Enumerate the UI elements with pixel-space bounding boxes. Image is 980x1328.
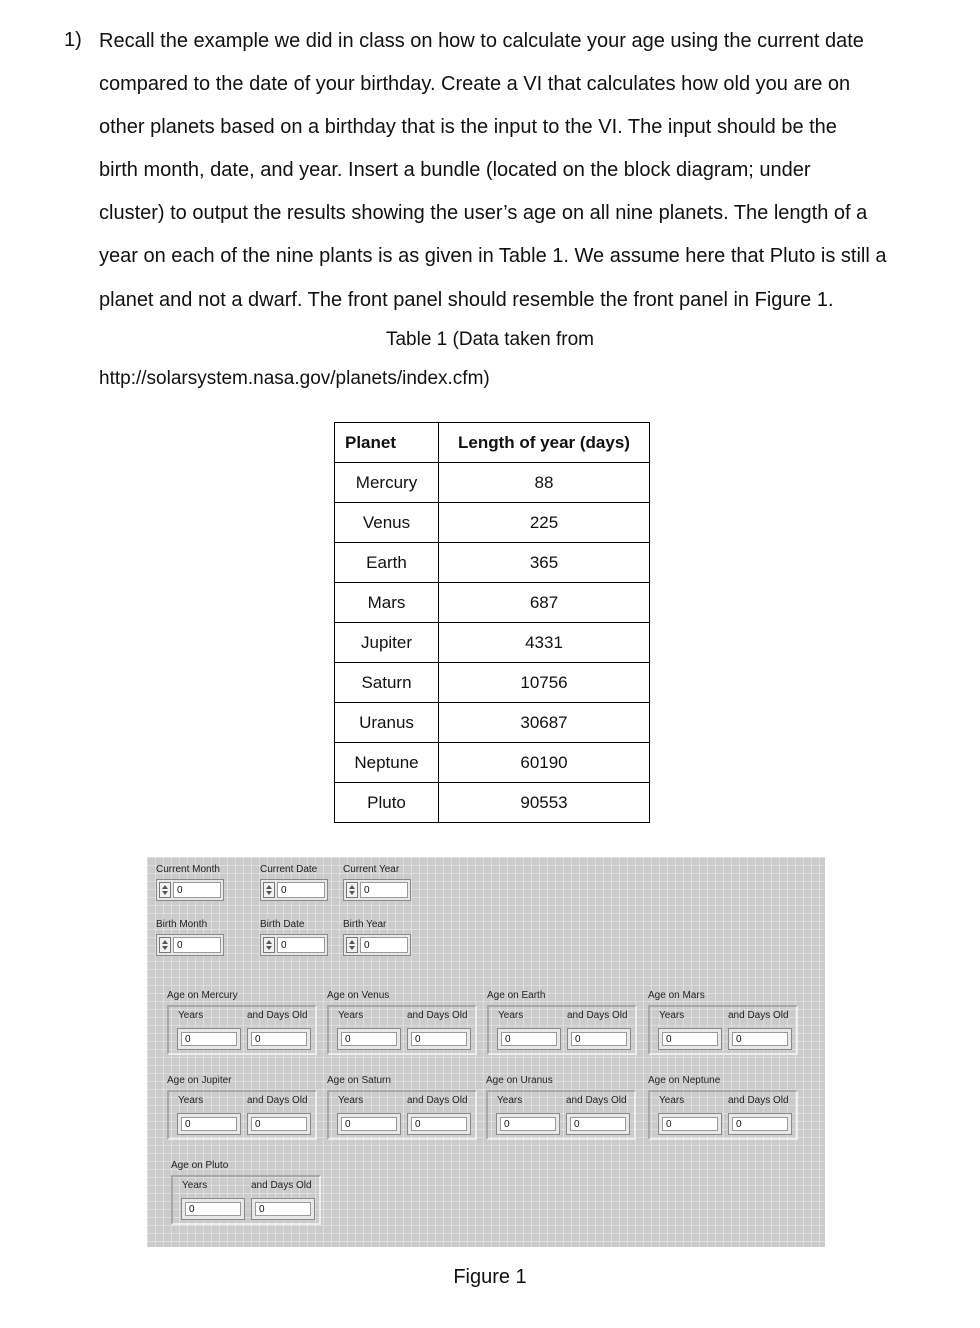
age-pluto-cluster — [171, 1175, 321, 1225]
days-cell: 365 — [439, 543, 650, 583]
years-indicator — [181, 1198, 245, 1220]
planet-cell: Earth — [335, 543, 439, 583]
table-row — [335, 503, 650, 543]
table-caption: Table 1 (Data taken from — [385, 329, 595, 350]
table-row — [335, 583, 650, 623]
years-value: 0 — [181, 1117, 237, 1131]
days-cell: 60190 — [439, 743, 650, 783]
days-cell: 687 — [439, 583, 650, 623]
age-saturn-label: Age on Saturn — [327, 1075, 391, 1086]
age-venus-cluster — [327, 1005, 477, 1055]
question-line: cluster) to output the results showing the user’s age on all nine planets. The length of a — [99, 202, 868, 225]
current-date-control[interactable] — [260, 879, 328, 901]
days-value: 0 — [255, 1202, 311, 1216]
birth-month-label: Birth Month — [156, 919, 208, 930]
question-number: 1) — [64, 29, 82, 51]
days-indicator — [728, 1113, 792, 1135]
header-planet: Planet — [335, 423, 439, 463]
years-label: Years — [178, 1010, 204, 1021]
header-length: Length of year (days) — [439, 423, 650, 463]
days-indicator — [247, 1028, 311, 1050]
table-row — [335, 703, 650, 743]
planet-cell: Uranus — [335, 703, 439, 743]
years-value: 0 — [501, 1032, 557, 1046]
age-jupiter-cluster — [167, 1090, 317, 1140]
age-uranus-cluster — [486, 1090, 636, 1140]
years-value: 0 — [341, 1117, 397, 1131]
table-header-row — [335, 423, 650, 463]
days-value: 0 — [732, 1117, 788, 1131]
days-cell: 30687 — [439, 703, 650, 743]
age-venus-label: Age on Venus — [327, 990, 390, 1001]
age-mars-label: Age on Mars — [648, 990, 705, 1001]
current-year-control[interactable] — [343, 879, 411, 901]
days-label: and Days Old — [407, 1095, 468, 1106]
days-label: and Days Old — [247, 1095, 308, 1106]
years-label: Years — [338, 1010, 364, 1021]
years-label: Years — [659, 1095, 685, 1106]
age-pluto-label: Age on Pluto — [171, 1160, 229, 1171]
current-date-label: Current Date — [260, 864, 318, 875]
days-label: and Days Old — [251, 1180, 312, 1191]
spinner-icon[interactable] — [159, 937, 171, 953]
years-indicator — [177, 1028, 241, 1050]
current-date-value[interactable]: 0 — [277, 882, 325, 898]
current-year-value[interactable]: 0 — [360, 882, 408, 898]
days-indicator — [566, 1113, 630, 1135]
planet-cell: Venus — [335, 503, 439, 543]
planet-cell: Neptune — [335, 743, 439, 783]
planet-cell: Pluto — [335, 783, 439, 823]
days-cell: 225 — [439, 503, 650, 543]
days-value: 0 — [732, 1032, 788, 1046]
years-value: 0 — [662, 1032, 718, 1046]
days-value: 0 — [570, 1117, 626, 1131]
birth-year-value[interactable]: 0 — [360, 937, 408, 953]
years-indicator — [497, 1028, 561, 1050]
days-label: and Days Old — [407, 1010, 468, 1021]
days-indicator — [407, 1028, 471, 1050]
days-indicator — [567, 1028, 631, 1050]
age-mercury-cluster — [167, 1005, 317, 1055]
planet-cell: Jupiter — [335, 623, 439, 663]
years-value: 0 — [662, 1117, 718, 1131]
birth-date-label: Birth Date — [260, 919, 305, 930]
current-year-label: Current Year — [343, 864, 400, 875]
days-value: 0 — [571, 1032, 627, 1046]
question-line: planet and not a dwarf. The front panel should resemble the front panel in Figure 1. — [99, 288, 834, 311]
days-label: and Days Old — [566, 1095, 627, 1106]
age-mars-cluster — [648, 1005, 798, 1055]
spinner-icon[interactable] — [263, 937, 275, 953]
years-label: Years — [659, 1010, 685, 1021]
table-row — [335, 463, 650, 503]
age-saturn-cluster — [327, 1090, 477, 1140]
years-indicator — [337, 1028, 401, 1050]
days-indicator — [251, 1198, 315, 1220]
years-indicator — [177, 1113, 241, 1135]
birth-date-control[interactable] — [260, 934, 328, 956]
years-indicator — [337, 1113, 401, 1135]
spinner-icon[interactable] — [346, 882, 358, 898]
days-value: 0 — [411, 1032, 467, 1046]
question-text — [99, 20, 949, 322]
days-indicator — [407, 1113, 471, 1135]
years-value: 0 — [500, 1117, 556, 1131]
days-label: and Days Old — [728, 1095, 789, 1106]
years-indicator — [658, 1028, 722, 1050]
years-value: 0 — [341, 1032, 397, 1046]
days-cell: 90553 — [439, 783, 650, 823]
question-line: year on each of the nine plants is as given in Table 1. We assume here that Pluto is still a — [99, 245, 887, 268]
days-indicator — [728, 1028, 792, 1050]
days-indicator — [247, 1113, 311, 1135]
table-row — [335, 743, 650, 783]
question-line: Recall the example we did in class on how to calculate your age using the current date — [99, 30, 864, 52]
age-jupiter-label: Age on Jupiter — [167, 1075, 232, 1086]
age-mercury-label: Age on Mercury — [167, 990, 238, 1001]
days-value: 0 — [251, 1117, 307, 1131]
days-value: 0 — [251, 1032, 307, 1046]
table-row — [335, 663, 650, 703]
years-value: 0 — [181, 1032, 237, 1046]
spinner-icon[interactable] — [263, 882, 275, 898]
table-row — [335, 623, 650, 663]
table-row — [335, 783, 650, 823]
days-label: and Days Old — [728, 1010, 789, 1021]
years-label: Years — [182, 1180, 208, 1191]
age-neptune-cluster — [648, 1090, 798, 1140]
labview-front-panel — [147, 857, 825, 1247]
age-earth-label: Age on Earth — [487, 990, 546, 1001]
age-neptune-label: Age on Neptune — [648, 1075, 721, 1086]
days-label: and Days Old — [247, 1010, 308, 1021]
birth-year-control[interactable] — [343, 934, 411, 956]
birth-month-control[interactable] — [156, 934, 224, 956]
years-indicator — [658, 1113, 722, 1135]
years-label: Years — [498, 1010, 524, 1021]
table-source-url: http://solarsystem.nasa.gov/planets/index.cfm) — [99, 368, 490, 389]
current-month-control[interactable] — [156, 879, 224, 901]
days-label: and Days Old — [567, 1010, 628, 1021]
planet-cell: Mercury — [335, 463, 439, 503]
planet-cell: Mars — [335, 583, 439, 623]
current-month-value[interactable]: 0 — [173, 882, 221, 898]
days-cell: 88 — [439, 463, 650, 503]
question-line: compared to the date of your birthday. Create a VI that calculates how old you are on — [99, 73, 851, 96]
birth-month-value[interactable]: 0 — [173, 937, 221, 953]
years-label: Years — [497, 1095, 523, 1106]
days-cell: 4331 — [439, 623, 650, 663]
question-line: birth month, date, and year. Insert a bundle (located on the block diagram; under — [99, 159, 811, 182]
days-cell: 10756 — [439, 663, 650, 703]
spinner-icon[interactable] — [346, 937, 358, 953]
years-value: 0 — [185, 1202, 241, 1216]
years-indicator — [496, 1113, 560, 1135]
birth-date-value[interactable]: 0 — [277, 937, 325, 953]
years-label: Years — [178, 1095, 204, 1106]
days-value: 0 — [411, 1117, 467, 1131]
planet-year-table — [334, 422, 650, 823]
question-line: other planets based on a birthday that is the input to the VI. The input should be the — [99, 116, 837, 139]
figure-caption: Figure 1 — [453, 1266, 527, 1288]
birth-year-label: Birth Year — [343, 919, 387, 930]
age-earth-cluster — [487, 1005, 637, 1055]
current-month-label: Current Month — [156, 864, 220, 875]
planet-cell: Saturn — [335, 663, 439, 703]
years-label: Years — [338, 1095, 364, 1106]
age-uranus-label: Age on Uranus — [486, 1075, 553, 1086]
table-row — [335, 543, 650, 583]
spinner-icon[interactable] — [159, 882, 171, 898]
